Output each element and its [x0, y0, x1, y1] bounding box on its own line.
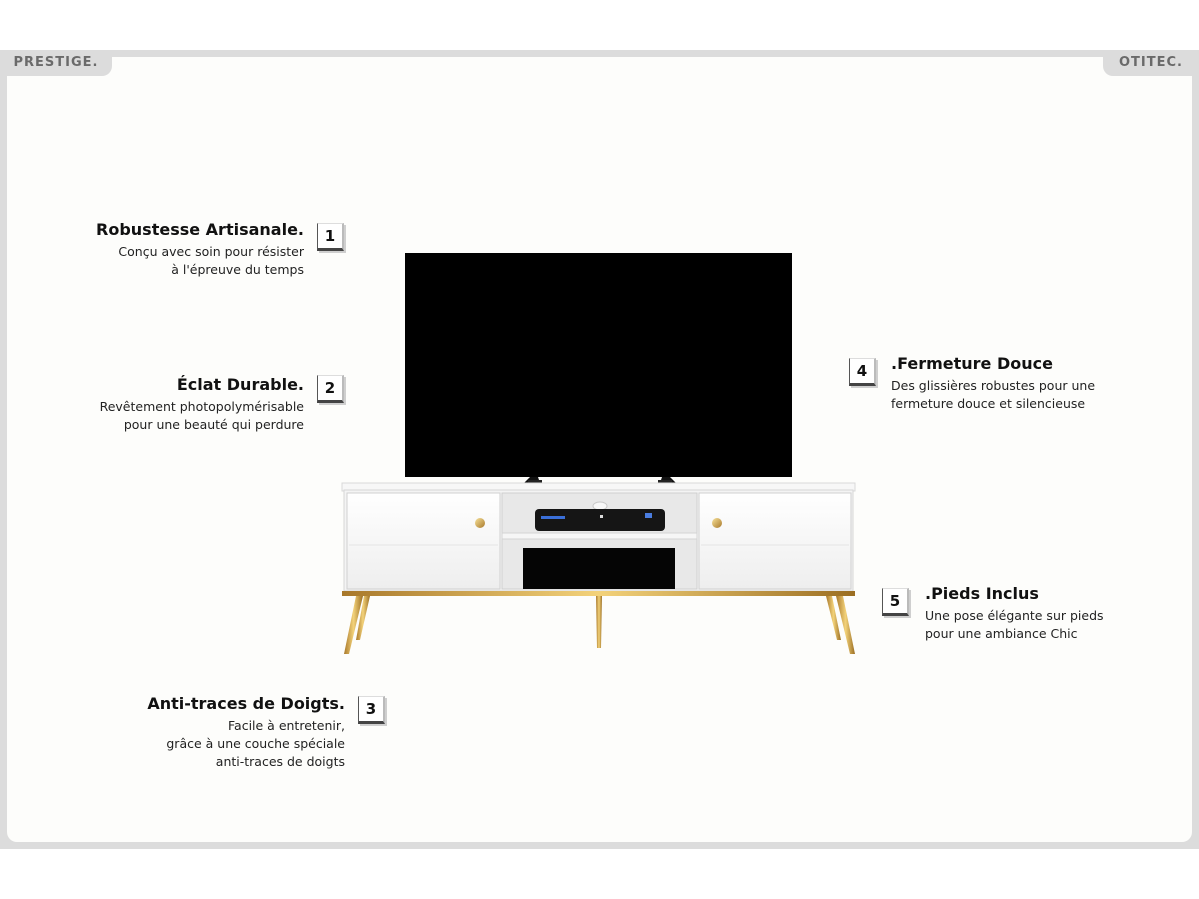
feature-number-badge: 4 — [849, 358, 876, 386]
feature-3 — [147, 694, 345, 771]
feature-description: Une pose élégante sur pieds pour une ambiance Chic — [925, 608, 1104, 641]
feature-description: Revêtement photopolymérisable pour une beauté qui perdure — [99, 399, 304, 432]
feature-title: Anti-traces de Doigts. — [147, 694, 345, 713]
feature-description: Conçu avec soin pour résister à l'épreuve du temps — [118, 244, 304, 277]
feature-number-badge: 3 — [358, 696, 385, 724]
feature-number-badge: 5 — [882, 588, 909, 616]
feature-2 — [100, 375, 304, 434]
feature-description: Facile à entretenir, grâce à une couche spéciale anti-traces de doigts — [166, 718, 345, 769]
feature-title: .Pieds Inclus — [925, 584, 1039, 603]
feature-4 — [891, 354, 1095, 413]
feature-title: Robustesse Artisanale. — [96, 220, 304, 239]
feature-title: .Fermeture Douce — [891, 354, 1053, 373]
feature-1 — [96, 220, 304, 279]
brand-tab-right: OTITEC. — [1103, 50, 1199, 76]
feature-description: Des glissières robustes pour une fermeture douce et silencieuse — [891, 378, 1096, 411]
brand-tab-left: PRESTIGE. — [0, 50, 112, 76]
feature-number-badge: 2 — [317, 375, 344, 403]
feature-title: Éclat Durable. — [176, 375, 304, 394]
feature-5 — [925, 584, 1104, 643]
feature-number-badge: 1 — [317, 223, 344, 251]
